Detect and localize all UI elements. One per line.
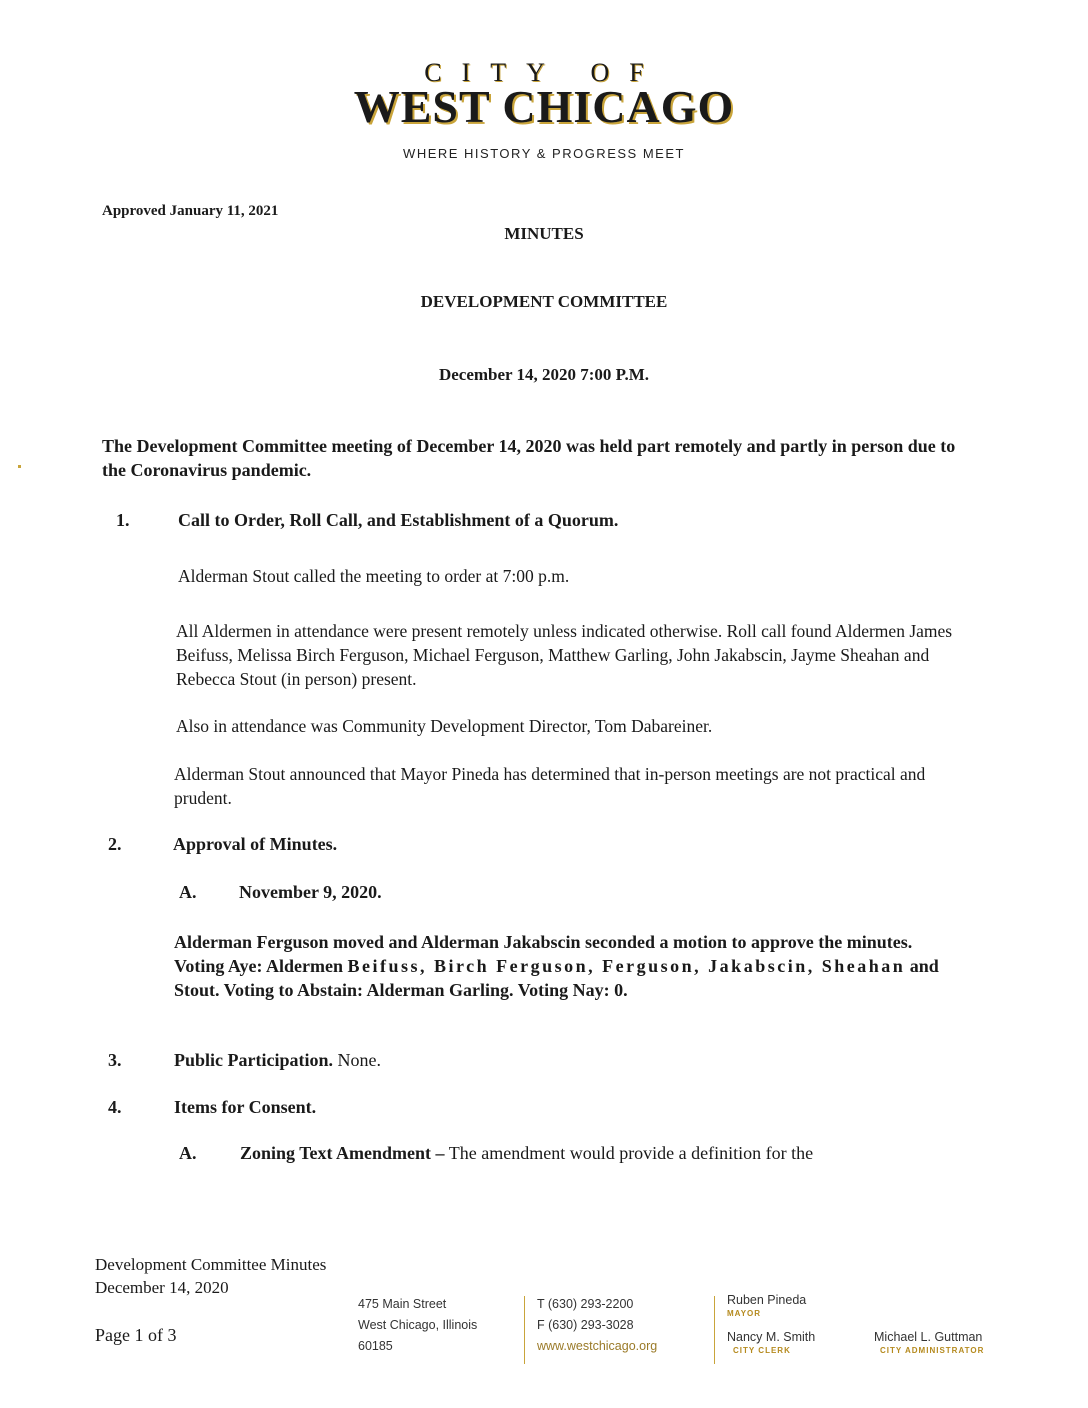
footer-contact (537, 1294, 657, 1357)
item-3-text: None. (337, 1050, 381, 1070)
item-2-number: 2. (108, 834, 122, 854)
website-link[interactable]: www.westchicago.org (537, 1339, 658, 1353)
address-street: 475 Main Street (358, 1297, 447, 1311)
item-4-heading: Items for Consent. (174, 1097, 317, 1117)
item-4a-letter: A. (179, 1143, 197, 1163)
item-3-number: 3. (108, 1050, 122, 1070)
mayor-title: MAYOR (727, 1309, 762, 1318)
footer-clerk (727, 1331, 815, 1357)
item-1-announcement: Alderman Stout announced that Mayor Pineda has determined that in-person meetings are not practical and prudent. (174, 764, 926, 808)
administrator-name: Michael L. Guttman (874, 1330, 983, 1344)
item-3-line (174, 1050, 381, 1071)
committee-name: DEVELOPMENT COMMITTEE (420, 292, 668, 311)
footer-date: December 14, 2020 (95, 1278, 229, 1297)
item-2a-date: November 9, 2020. (239, 882, 382, 902)
item-4a-heading: Zoning Text Amendment – (240, 1143, 445, 1163)
item-2-heading: Approval of Minutes. (173, 834, 338, 854)
footer-doc-name: Development Committee Minutes (95, 1255, 327, 1274)
footer-divider (714, 1296, 715, 1364)
page-number: Page 1 of 3 (95, 1325, 177, 1345)
administrator-title: CITY ADMINISTRATOR (880, 1346, 985, 1355)
address-zip: 60185 (358, 1339, 393, 1353)
letterhead-tagline: WHERE HISTORY & PROGRESS MEET (403, 146, 685, 161)
motion-text-start: Alderman Ferguson moved and Alderman Jakabscin seconded a motion to approve the minutes. Voting Aye: Aldermen (174, 932, 913, 976)
address-city: West Chicago, Illinois (358, 1318, 478, 1332)
fax-number: F (630) 293-3028 (537, 1318, 634, 1332)
intro-paragraph: The Development Committee meeting of December 14, 2020 was held part remotely and partly in person due to the Coronavirus pandemic. (102, 436, 956, 480)
item-1-heading: Call to Order, Roll Call, and Establishment of a Quorum. (178, 510, 619, 530)
document-title: MINUTES (504, 224, 584, 243)
footer-divider (524, 1296, 525, 1364)
item-4-number: 4. (108, 1097, 122, 1117)
logo-west-chicago: WEST CHICAGO (353, 81, 735, 132)
item-4a-text: The amendment would provide a definition for the (448, 1143, 814, 1163)
phone-number: T (630) 293-2200 (537, 1297, 634, 1311)
footer-address (358, 1294, 477, 1357)
approval-date: Approved January 11, 2021 (102, 203, 279, 219)
clerk-title: CITY CLERK (733, 1346, 791, 1355)
motion-aye-names: Beifuss, Birch Ferguson, Ferguson, Jakabscin, Sheahan (347, 956, 906, 976)
item-3-heading: Public Participation. (174, 1050, 333, 1070)
margin-mark (18, 465, 21, 468)
motion-text-end: and Stout. Voting to Abstain: Alderman Garling. Voting Nay: 0. (174, 956, 939, 1000)
item-1-attendance: Also in attendance was Community Development Director, Tom Dabareiner. (176, 716, 713, 736)
mayor-name: Ruben Pineda (727, 1293, 807, 1307)
item-4a-line (240, 1143, 813, 1164)
footer-administrator (874, 1331, 984, 1357)
item-1-number: 1. (116, 510, 130, 530)
item-1-call-to-order: Alderman Stout called the meeting to order at 7:00 p.m. (178, 566, 570, 586)
item-1-roll-call: All Aldermen in attendance were present remotely unless indicated otherwise. Roll call found Aldermen James Beifuss, Melissa Birch Ferguson, Michael Ferguson, Matthew Garling, John Jakabscin, Jayme Sheahan and Rebecca Stout (in person) present. (176, 621, 953, 689)
footer-mayor (727, 1294, 806, 1320)
item-2a-motion (174, 930, 964, 1002)
logo-city-of: CITY OF (424, 58, 664, 87)
meeting-date: December 14, 2020 7:00 P.M. (438, 365, 650, 384)
item-2a-letter: A. (179, 882, 197, 902)
clerk-name: Nancy M. Smith (727, 1330, 816, 1344)
